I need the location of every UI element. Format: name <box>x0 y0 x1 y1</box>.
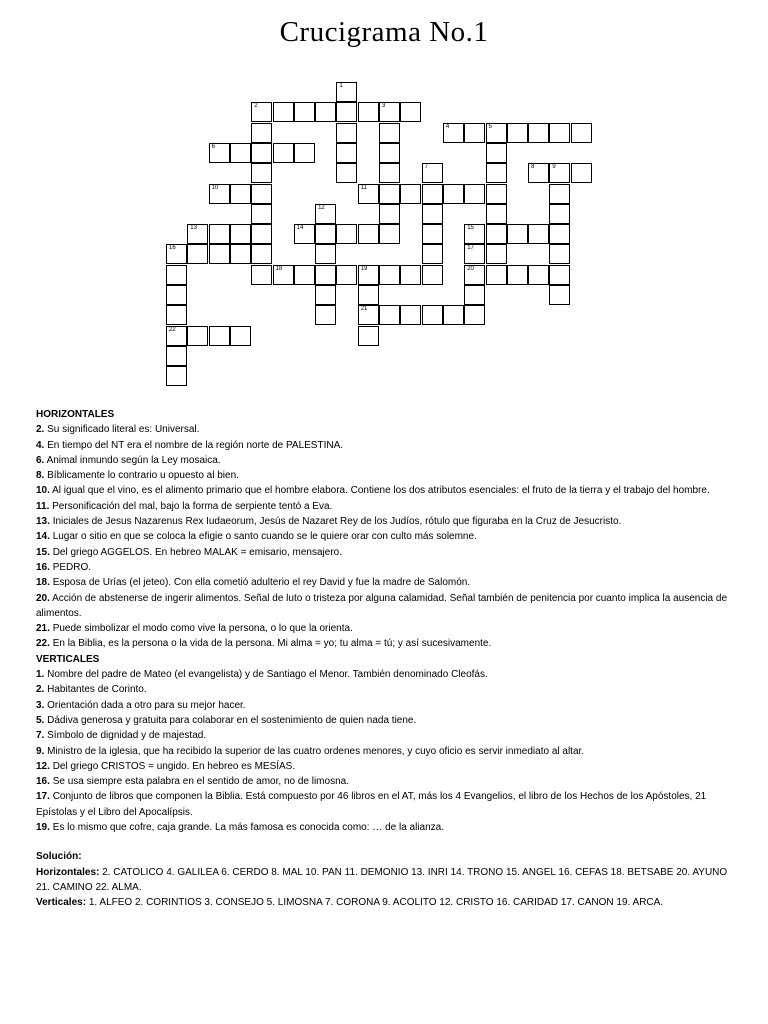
grid-cell[interactable] <box>273 143 294 163</box>
grid-cell[interactable] <box>422 224 443 244</box>
clue-number: 16. <box>36 776 50 788</box>
clue-number: 1. <box>36 669 45 681</box>
grid-cell[interactable] <box>379 163 400 183</box>
clue-number: 16. <box>36 561 50 573</box>
grid-cell[interactable] <box>549 123 570 143</box>
grid-cell[interactable] <box>294 265 315 285</box>
grid-cell[interactable] <box>549 285 570 305</box>
grid-cell[interactable] <box>464 305 485 325</box>
grid-cell[interactable] <box>464 285 485 305</box>
grid-cell[interactable] <box>464 244 485 264</box>
clue-text: Ministro de la iglesia, que ha recibido la superior de las cuatro ordenes menores, y cuyo oficio es servir inmediato al altar. <box>47 745 585 757</box>
grid-cell[interactable] <box>315 102 336 122</box>
grid-cell[interactable] <box>486 163 507 183</box>
grid-cell[interactable] <box>358 265 379 285</box>
grid-cell[interactable] <box>166 326 187 346</box>
grid-cell[interactable] <box>379 184 400 204</box>
cell-number: 3 <box>382 103 386 110</box>
clue-number: 19. <box>36 822 50 834</box>
clue-number: 5. <box>36 714 45 726</box>
solution-horizontal <box>36 865 736 896</box>
solution-horizontal-text: 2. CATOLICO 4. GALILEA 6. CERDO 8. MAL 10. PAN 11. DEMONIO 13. INRI 14. TRONO 15. ANGEL 16. CEFAS 18. BETSABE 20. AYUNO 21. CAMINO 22. ALMA. <box>36 866 728 893</box>
grid-cell[interactable] <box>251 184 272 204</box>
grid-cell[interactable] <box>230 326 251 346</box>
grid-cell[interactable] <box>528 265 549 285</box>
grid-cell[interactable] <box>251 163 272 183</box>
grid-cell[interactable] <box>315 224 336 244</box>
horizontal-clue <box>36 529 736 544</box>
grid-cell[interactable] <box>528 163 549 183</box>
crossword-grid <box>0 0 768 380</box>
horizontal-clue <box>36 560 736 575</box>
grid-cell[interactable] <box>336 163 357 183</box>
grid-cell[interactable] <box>528 224 549 244</box>
grid-cell[interactable] <box>251 123 272 143</box>
clue-text: Lugar o sitio en que se coloca la efigie o santo cuando se le quiere orar con culto más solemne. <box>52 531 477 543</box>
clue-number: 7. <box>36 730 45 742</box>
grid-cell[interactable] <box>358 305 379 325</box>
cell-number: 4 <box>445 123 450 130</box>
grid-cell[interactable] <box>422 305 443 325</box>
grid-cell[interactable] <box>358 285 379 305</box>
vertical-clue <box>36 698 736 713</box>
cell-number: 6 <box>211 143 215 150</box>
grid-cell[interactable] <box>507 123 528 143</box>
clue-number: 8. <box>36 470 45 482</box>
grid-cell[interactable] <box>422 184 443 204</box>
clue-text: Iniciales de Jesus Nazarenus Rex Iudaeorum, Jesús de Nazaret Rey de los Judíos, rótulo que figuraba en la Cruz de Jesucristo. <box>52 516 622 528</box>
horizontal-clue <box>36 545 736 560</box>
clue-number: 2. <box>36 684 45 696</box>
horizontal-clue <box>36 483 736 498</box>
grid-cell[interactable] <box>315 244 336 264</box>
page-title: Crucigrama No.1 <box>279 16 489 48</box>
grid-cell[interactable] <box>294 143 315 163</box>
clue-text: Conjunto de libros que componen la Biblia. Está compuesto por 46 libros en el AT, más los 4 Evangelios, el libro de los Hechos de los Apóstoles, 21 Epístolas y el Libro del Apocalípsis. <box>36 791 707 818</box>
grid-cell[interactable] <box>166 285 187 305</box>
grid-cell[interactable] <box>422 163 443 183</box>
grid-cell[interactable] <box>294 102 315 122</box>
grid-cell[interactable] <box>336 224 357 244</box>
grid-cell[interactable] <box>187 224 208 244</box>
grid-cell[interactable] <box>464 184 485 204</box>
grid-cell[interactable] <box>422 265 443 285</box>
grid-cell[interactable] <box>336 102 357 122</box>
grid-cell[interactable] <box>549 163 570 183</box>
grid-cell[interactable] <box>379 224 400 244</box>
clue-text: Habitantes de Corinto. <box>47 684 147 696</box>
clue-number: 15. <box>36 546 50 558</box>
grid-cell[interactable] <box>230 184 251 204</box>
grid-cell[interactable] <box>166 265 187 285</box>
clue-number: 2. <box>36 424 45 436</box>
grid-cell[interactable] <box>486 123 507 143</box>
clue-number: 13. <box>36 516 50 528</box>
grid-cell[interactable] <box>379 305 400 325</box>
clue-text: Del griego AGGELOS. En hebreo MALAK = emisario, mensajero. <box>52 546 342 558</box>
cell-number: 21 <box>360 306 368 313</box>
vertical-clue <box>36 820 736 835</box>
grid-cell[interactable] <box>336 265 357 285</box>
clue-number: 14. <box>36 531 50 543</box>
grid-cell[interactable] <box>507 224 528 244</box>
clue-number: 11. <box>36 500 50 512</box>
grid-cell[interactable] <box>273 265 294 285</box>
grid-cell[interactable] <box>209 224 230 244</box>
vertical-clue <box>36 713 736 728</box>
grid-cell[interactable] <box>422 204 443 224</box>
clue-text: PEDRO. <box>52 561 92 573</box>
clue-text: Orientación dada a otro para su mejor hacer. <box>47 699 246 711</box>
vertical-heading: VERTICALES <box>36 653 100 665</box>
clues-section <box>36 407 736 911</box>
cell-number: 2 <box>254 103 258 110</box>
grid-cell[interactable] <box>315 285 336 305</box>
cell-number: 17 <box>467 245 474 252</box>
grid-cell[interactable] <box>486 184 507 204</box>
grid-cell[interactable] <box>464 123 485 143</box>
grid-cell[interactable] <box>187 244 208 264</box>
vertical-clue-list <box>36 667 736 835</box>
cell-number: 1 <box>339 83 343 89</box>
grid-cell[interactable] <box>528 123 549 143</box>
grid-cell[interactable] <box>336 123 357 143</box>
grid-cell[interactable] <box>209 326 230 346</box>
horizontal-clue <box>36 575 736 590</box>
clue-number: 6. <box>36 454 45 466</box>
clue-number: 17. <box>36 791 50 803</box>
clue-text: Esposa de Urías (el jeteo). Con ella cometió adulterio el rey David y fue la madre de Salomón. <box>52 577 471 589</box>
clue-number: 18. <box>36 577 50 589</box>
clue-text: Dádiva generosa y gratuita para colaborar en el sostenimiento de quien nada tiene. <box>47 714 417 726</box>
clue-text: Símbolo de dignidad y de majestad. <box>47 730 207 742</box>
grid-cell[interactable] <box>400 184 421 204</box>
grid-cell[interactable] <box>209 184 230 204</box>
grid-cell[interactable] <box>379 265 400 285</box>
clue-number: 22. <box>36 638 50 650</box>
grid-cell[interactable] <box>379 123 400 143</box>
solution-vertical-label: Verticales: <box>36 897 87 909</box>
cell-number: 12 <box>318 204 325 211</box>
solution-vertical-text: 1. ALFEO 2. CORINTIOS 3. CONSEJO 5. LIMOSNA 7. CORONA 9. ACOLITO 12. CRISTO 16. CARIDAD 17. CANON 19. ARCA. <box>88 897 664 909</box>
clue-number: 10. <box>36 485 50 497</box>
grid-cell[interactable] <box>379 143 400 163</box>
grid-cell[interactable] <box>507 265 528 285</box>
vertical-clue <box>36 667 736 682</box>
grid-cell[interactable] <box>571 123 592 143</box>
grid-cell[interactable] <box>166 244 187 264</box>
clue-number: 9. <box>36 745 45 757</box>
grid-cell[interactable] <box>315 305 336 325</box>
clue-text: Al igual que el vino, es el alimento primario que el hombre elabora. Contiene los dos atributos esenciales: el fruto de la tierra y el trabajo del hombre. <box>52 485 710 497</box>
grid-cell[interactable] <box>422 244 443 264</box>
grid-cell[interactable] <box>251 224 272 244</box>
clue-text: Acción de abstenerse de ingerir alimentos. Señal de luto o tristeza por alguna calamidad. Señal también de penitencia por cuanto implica la ausencia de alimentos. <box>36 592 727 619</box>
cell-number: 5 <box>488 123 492 130</box>
cell-number: 9 <box>552 164 556 171</box>
grid-cell[interactable] <box>486 265 507 285</box>
clue-text: Se usa siempre esta palabra en el sentido de amor, no de limosna. <box>52 776 349 788</box>
grid-cell[interactable] <box>571 163 592 183</box>
cell-number: 11 <box>360 184 367 191</box>
grid-cell[interactable] <box>315 204 336 224</box>
grid-cell[interactable] <box>486 224 507 244</box>
grid-cell[interactable] <box>358 326 379 346</box>
horizontal-clue <box>36 468 736 483</box>
grid-cell[interactable] <box>230 244 251 264</box>
horizontal-clue-list <box>36 422 736 651</box>
clue-number: 3. <box>36 699 45 711</box>
grid-cell[interactable] <box>230 224 251 244</box>
solution-vertical <box>36 895 736 910</box>
clue-text: En la Biblia, es la persona o la vida de la persona. Mi alma = yo; tu alma = tú; y así sucesivamente. <box>52 638 492 650</box>
grid-cell[interactable] <box>251 204 272 224</box>
vertical-clue <box>36 759 736 774</box>
solution-horizontal-label: Horizontales: <box>36 866 100 878</box>
grid-cell[interactable] <box>549 265 570 285</box>
grid-cell[interactable] <box>209 244 230 264</box>
solution-heading: Solución: <box>36 851 82 863</box>
grid-cell[interactable] <box>166 346 187 366</box>
clue-text: Puede simbolizar el modo como vive la persona, o lo que la orienta. <box>52 623 353 635</box>
grid-cell[interactable] <box>209 143 230 163</box>
horizontal-clue <box>36 422 736 437</box>
cell-number: 15 <box>467 225 474 232</box>
grid-cell[interactable] <box>315 265 336 285</box>
grid-cell[interactable] <box>549 244 570 264</box>
grid-cell[interactable] <box>230 143 251 163</box>
grid-cell[interactable] <box>400 102 421 122</box>
grid-cell[interactable] <box>251 265 272 285</box>
grid-cell[interactable] <box>336 82 357 102</box>
cell-number: 10 <box>211 184 219 191</box>
grid-cell[interactable] <box>443 305 464 325</box>
vertical-clue <box>36 774 736 789</box>
grid-cell[interactable] <box>379 204 400 224</box>
cell-number: 18 <box>275 265 283 272</box>
clue-text: Bíblicamente lo contrario u opuesto al bien. <box>47 470 239 482</box>
cell-number: 19 <box>360 265 368 272</box>
cell-number: 16 <box>169 245 176 252</box>
clue-text: Su significado literal es: Universal. <box>47 424 200 436</box>
horizontal-clue <box>36 499 736 514</box>
horizontal-clue <box>36 438 736 453</box>
clue-text: Es lo mismo que cofre, caja grande. La más famosa es conocida como: … de la alianza. <box>52 822 444 834</box>
horizontal-clue <box>36 591 736 622</box>
grid-cell[interactable] <box>358 184 379 204</box>
horizontal-clue <box>36 514 736 529</box>
grid-cell[interactable] <box>336 143 357 163</box>
grid-cell[interactable] <box>251 244 272 264</box>
grid-cell[interactable] <box>486 143 507 163</box>
grid-cell[interactable] <box>549 224 570 244</box>
vertical-clue <box>36 744 736 759</box>
grid-cell[interactable] <box>400 265 421 285</box>
grid-cell[interactable] <box>443 123 464 143</box>
clue-number: 12. <box>36 760 50 772</box>
clue-text: Nombre del padre de Mateo (el evangelista) y de Santiago el Menor. También denominado Cleofás. <box>47 669 488 681</box>
cell-number: 7 <box>424 164 428 171</box>
horizontal-clue <box>36 636 736 651</box>
grid-cell[interactable] <box>166 305 187 325</box>
grid-cell[interactable] <box>549 184 570 204</box>
grid-cell[interactable] <box>166 366 187 386</box>
grid-cell[interactable] <box>251 143 272 163</box>
clue-text: En tiempo del NT era el nombre de la región norte de PALESTINA. <box>47 439 344 451</box>
vertical-clue <box>36 728 736 743</box>
horizontal-clue <box>36 453 736 468</box>
cell-number: 13 <box>190 225 197 232</box>
grid-cell[interactable] <box>273 102 294 122</box>
clue-text: Del griego CRISTOS = ungido. En hebreo es MESÍAS. <box>52 760 296 772</box>
horizontal-heading: HORIZONTALES <box>36 409 115 420</box>
grid-cell[interactable] <box>486 204 507 224</box>
grid-cell[interactable] <box>486 244 507 264</box>
cell-number: 14 <box>296 225 304 232</box>
grid-cell[interactable] <box>549 204 570 224</box>
clue-number: 4. <box>36 439 45 451</box>
horizontal-clue <box>36 621 736 636</box>
vertical-clue <box>36 789 736 820</box>
grid-cell[interactable] <box>251 102 272 122</box>
clue-text: Animal inmundo según la Ley mosaica. <box>46 454 221 466</box>
clue-number: 20. <box>36 592 50 604</box>
cell-number: 22 <box>169 326 176 333</box>
grid-cell[interactable] <box>358 224 379 244</box>
clue-number: 21. <box>36 623 50 635</box>
clue-text: Personificación del mal, bajo la forma de serpiente tentó a Eva. <box>52 500 333 512</box>
grid-cell[interactable] <box>400 305 421 325</box>
grid-cell[interactable] <box>443 184 464 204</box>
grid-cell[interactable] <box>379 102 400 122</box>
grid-cell[interactable] <box>464 224 485 244</box>
grid-cell[interactable] <box>464 265 485 285</box>
grid-cell[interactable] <box>187 326 208 346</box>
cell-number: 20 <box>467 265 474 272</box>
grid-cell[interactable] <box>294 224 315 244</box>
grid-cell[interactable] <box>358 102 379 122</box>
vertical-clue <box>36 682 736 697</box>
cell-number: 8 <box>531 164 535 171</box>
